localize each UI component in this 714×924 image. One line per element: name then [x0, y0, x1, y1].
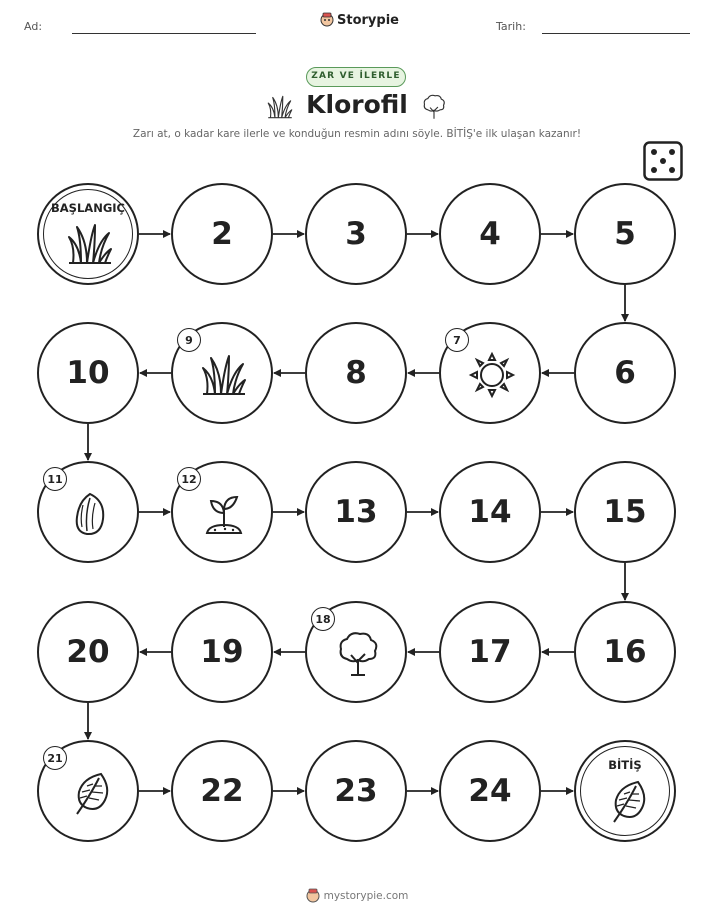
board-cell[interactable] [574, 461, 676, 563]
name-label: Ad: [24, 20, 43, 33]
cell-number: 15 [603, 494, 647, 530]
cell-number: 16 [603, 634, 647, 670]
cell-number: 19 [200, 634, 244, 670]
finish-cell[interactable] [574, 740, 676, 842]
cell-number-badge: 9 [177, 328, 201, 352]
board-cell[interactable] [171, 601, 273, 703]
sun-icon [467, 350, 517, 400]
footer-url[interactable]: mystorypie.com [323, 890, 409, 902]
cell-number-badge: 11 [43, 467, 67, 491]
board-cell[interactable] [171, 461, 273, 563]
cell-number: 2 [211, 216, 233, 252]
cell-number: 3 [345, 216, 367, 252]
board-cell[interactable] [305, 322, 407, 424]
board-cell[interactable] [171, 740, 273, 842]
cell-number-badge: 18 [311, 607, 335, 631]
cell-number: 20 [66, 634, 110, 670]
board-cell[interactable] [574, 601, 676, 703]
storypie-mascot-icon [306, 888, 320, 904]
grass-icon [199, 350, 249, 400]
cell-number: 8 [345, 355, 367, 391]
page-title: Klorofil [306, 90, 408, 119]
cell-number: 4 [479, 216, 501, 252]
leaf-icon [602, 776, 652, 826]
footer [0, 888, 714, 904]
leaf-icon [65, 768, 115, 818]
cell-number: 24 [468, 773, 512, 809]
cell-number: 5 [614, 216, 636, 252]
board-cell[interactable] [37, 461, 139, 563]
cell-number: 14 [468, 494, 512, 530]
sprout-icon [199, 489, 249, 539]
cell-number: 6 [614, 355, 636, 391]
board-cell[interactable] [574, 322, 676, 424]
board-cell[interactable] [439, 601, 541, 703]
cell-number: 13 [334, 494, 378, 530]
cell-number-badge: 7 [445, 328, 469, 352]
instructions: Zarı at, o kadar kare ilerle ve konduğun resmin adını söyle. BİTİŞ'e ilk ulaşan kazanır! [132, 128, 582, 140]
cell-number-badge: 12 [177, 467, 201, 491]
board-cell[interactable] [305, 740, 407, 842]
seed-icon [65, 489, 115, 539]
board-cell[interactable] [574, 183, 676, 285]
brand-name: Storypie [337, 12, 399, 28]
cell-number: 17 [468, 634, 512, 670]
board-cell[interactable] [37, 740, 139, 842]
date-label: Tarih: [496, 20, 526, 33]
board-cell[interactable] [439, 461, 541, 563]
cell-label: BAŞLANGIÇ [51, 201, 125, 215]
board-cell[interactable] [171, 322, 273, 424]
cell-number: 10 [66, 355, 110, 391]
tree-icon [333, 629, 383, 679]
cell-number: 23 [334, 773, 378, 809]
board-cell[interactable] [305, 461, 407, 563]
board-cell[interactable] [305, 183, 407, 285]
board-cell[interactable] [439, 322, 541, 424]
mode-badge: ZAR VE İLERLE [306, 67, 406, 87]
board-cell[interactable] [439, 740, 541, 842]
cell-label: BİTİŞ [608, 758, 642, 772]
board-cell[interactable] [171, 183, 273, 285]
grass-icon [65, 219, 115, 269]
cell-number-badge: 21 [43, 746, 67, 770]
cell-number: 22 [200, 773, 244, 809]
board-cell[interactable] [305, 601, 407, 703]
start-cell[interactable] [37, 183, 139, 285]
board-cell[interactable] [439, 183, 541, 285]
board-cell[interactable] [37, 601, 139, 703]
board-cell[interactable] [37, 322, 139, 424]
